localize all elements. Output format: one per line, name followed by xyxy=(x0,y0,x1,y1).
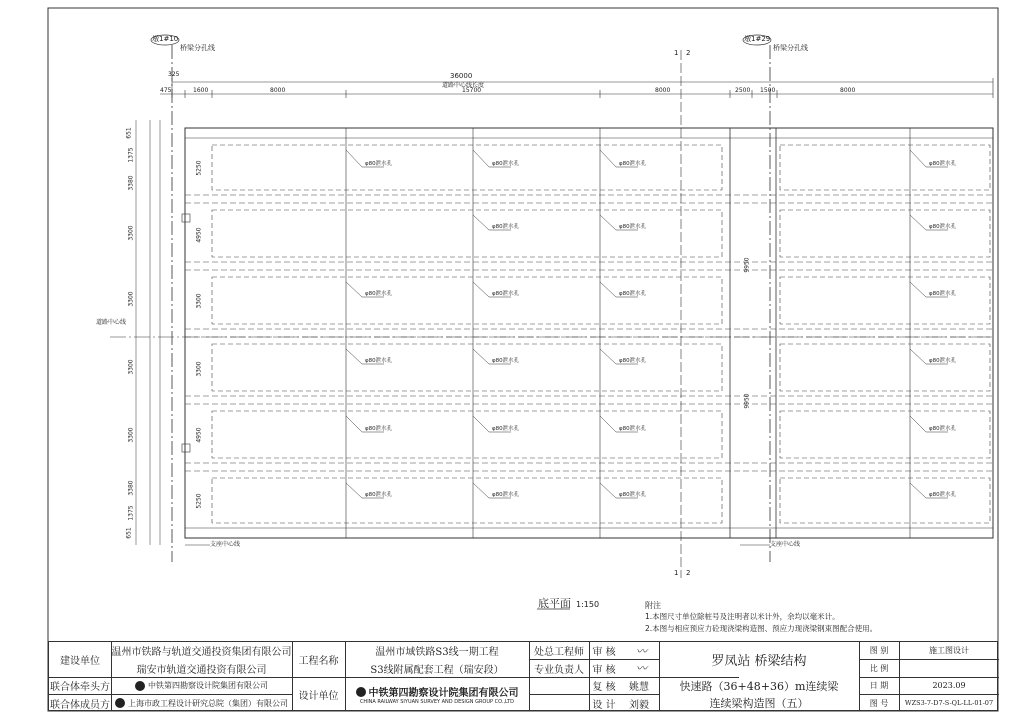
drain-label: φ80泄水孔 xyxy=(365,492,393,498)
dim-gap-a: 2500 xyxy=(735,87,751,94)
axis-left-tag: 墩1#10 xyxy=(152,35,179,43)
axis-right-label: 桥梁分孔线 xyxy=(773,44,808,52)
meta-value-3: WZS3-7-D7-S-QL-LL-01-07 xyxy=(904,699,994,707)
drain-label: φ80泄水孔 xyxy=(365,358,393,364)
section-mark-top-1: 1 xyxy=(674,49,679,57)
drain-label: φ80泄水孔 xyxy=(492,291,520,297)
drain-label: φ80泄水孔 xyxy=(619,358,647,364)
plan-title: 底平面 xyxy=(538,597,571,610)
meta-label-2: 日 期 xyxy=(869,681,889,690)
drain-label: φ80泄水孔 xyxy=(929,291,957,297)
drain-label: φ80泄水孔 xyxy=(619,161,647,167)
girder-outline xyxy=(185,128,993,538)
dim-gap-b: 1500 xyxy=(760,87,776,94)
bearing-marks xyxy=(182,214,190,452)
pier-diaphragm xyxy=(730,128,776,538)
drain-label: φ80泄水孔 xyxy=(365,161,393,167)
dim-seg1: 8000 xyxy=(270,87,286,94)
drain-label: φ80泄水孔 xyxy=(619,492,647,498)
vdim-5: 3300 xyxy=(127,359,135,375)
drain-label: φ80泄水孔 xyxy=(929,224,957,230)
vdim-1: 1375 xyxy=(127,147,135,163)
drain-label: φ80泄水孔 xyxy=(929,161,957,167)
role-label-2 xyxy=(529,677,589,694)
role-label-1: 专业负责人 xyxy=(534,664,584,676)
meta-value-1 xyxy=(899,659,999,677)
design-unit-label: 设计单位 xyxy=(298,691,339,702)
meta-label-3: 图 号 xyxy=(869,698,889,708)
vdim-6: 3300 xyxy=(127,427,135,443)
role-action-0: 审 核 xyxy=(592,647,616,658)
role-action-2: 复 核 xyxy=(592,682,616,693)
vdim-3: 3300 xyxy=(127,225,135,241)
notes-heading: 附注 xyxy=(645,601,661,610)
role-name-2: 姚慧 xyxy=(629,682,649,693)
meta-label-0: 图 别 xyxy=(869,646,889,655)
drawing-title-3: 连续梁构造图（五） xyxy=(709,697,809,710)
dim-seg3: 8000 xyxy=(655,87,671,94)
crsdi-logo-icon xyxy=(135,681,145,691)
ivdim-2: 3300 xyxy=(195,293,203,309)
drawing-title-2: 快速路（36+48+36）m连续梁 xyxy=(679,679,839,693)
drain-label: φ80泄水孔 xyxy=(929,358,957,364)
ivdim-5: 5250 xyxy=(195,493,203,509)
dim-left-c: 1600 xyxy=(193,87,209,94)
signature-1: 〰 xyxy=(636,662,647,675)
section-mark-bottom-2: 2 xyxy=(686,569,691,577)
mid-vdim-0: 9950 xyxy=(743,257,751,273)
drain-label: φ80泄水孔 xyxy=(619,426,647,432)
vdim-2: 3380 xyxy=(127,175,135,191)
signature-0: 〰 xyxy=(636,644,647,658)
role-action-3: 设 计 xyxy=(592,699,616,711)
ivdim-4: 4950 xyxy=(195,427,203,443)
vdim-9: 651 xyxy=(125,527,133,539)
construction-unit-label: 建设单位 xyxy=(60,656,100,667)
project-name-1: 温州市域铁路S3线一期工程 xyxy=(375,647,499,658)
axis-left-label: 桥梁分孔线 xyxy=(180,44,215,52)
top-dim-ticks xyxy=(172,78,993,98)
drain-label: φ80泄水孔 xyxy=(492,358,520,364)
dim-left-a: 325 xyxy=(168,71,180,78)
axis-right-tag: 墩1#29 xyxy=(744,35,771,43)
smedi-logo-icon xyxy=(115,698,125,708)
road-center-label: 道路中心线 xyxy=(96,319,127,326)
drain-label: φ80泄水孔 xyxy=(619,224,647,230)
drain-label: φ80泄水孔 xyxy=(492,161,520,167)
role-action-1: 审 核 xyxy=(592,664,616,676)
support-center-left: 支座中心线 xyxy=(210,541,241,548)
box-cells xyxy=(212,145,990,523)
drain-label: φ80泄水孔 xyxy=(492,224,520,230)
drain-label: φ80泄水孔 xyxy=(492,426,520,432)
vdim-7: 3380 xyxy=(127,480,135,496)
vdim-4: 3300 xyxy=(127,291,135,307)
drain-label: φ80泄水孔 xyxy=(929,426,957,432)
crsdi-logo-icon xyxy=(356,687,366,697)
dim-seg4: 8000 xyxy=(840,87,856,94)
drain-label: φ80泄水孔 xyxy=(492,492,520,498)
ivdim-3: 3300 xyxy=(195,361,203,377)
section-mark-top-2: 2 xyxy=(686,49,691,57)
design-unit-logo: 中铁第四勘察设计院集团有限公司 CHINA RAILWAY SIYUAN SURVEY AND DESIGN GROUP CO.,LTD xyxy=(345,677,529,712)
role-name-3: 刘毅 xyxy=(629,699,649,711)
dim-seg2: 15700 xyxy=(462,87,482,94)
construction-unit-1: 温州市铁路与轨道交通投资集团有限公司 xyxy=(111,647,292,658)
sheet-border xyxy=(48,8,998,711)
web-bands xyxy=(185,195,993,471)
note-item: 2.本图与相应预应力砼现浇梁构造图、预应力现浇梁钢束图配合使用。 xyxy=(645,624,878,633)
drain-label: φ80泄水孔 xyxy=(619,291,647,297)
construction-unit-2: 瑞安市轨道交通投资有限公司 xyxy=(136,664,267,676)
mid-vdim-1: 9950 xyxy=(743,393,751,409)
joint-party-label: 联合体牵头方 xyxy=(50,682,110,693)
meta-value-0: 施工图设计 xyxy=(929,646,969,655)
ivdim-0: 5250 xyxy=(195,160,203,176)
meta-value-2: 2023.09 xyxy=(932,681,966,690)
section-mark-bottom-1: 1 xyxy=(674,569,679,577)
drain-label: φ80泄水孔 xyxy=(929,492,957,498)
ivdim-1: 4950 xyxy=(195,227,203,243)
drain-label: φ80泄水孔 xyxy=(365,426,393,432)
drain-label: φ80泄水孔 xyxy=(365,291,393,297)
note-item: 1.本图尺寸单位除桩号及注明者以米计外，余均以毫米计。 xyxy=(645,612,840,621)
project-name-2: S3线附属配套工程（瑞安段） xyxy=(370,664,504,676)
meta-label-1: 比 例 xyxy=(869,663,889,673)
joint-member-label: 联合体成员方 xyxy=(50,699,110,711)
dim-total-label: 道路中心线长度 xyxy=(442,82,485,89)
dim-left-b: 475 xyxy=(160,87,172,94)
segment-lines xyxy=(346,128,910,538)
joint-member-logo: 上海市政工程设计研究总院（集团）有限公司 xyxy=(111,694,292,712)
plan-scale: 1:150 xyxy=(576,600,600,609)
support-center-right: 支座中心线 xyxy=(770,541,801,548)
vdim-0: 651 xyxy=(125,127,133,139)
joint-party-logo: 中铁第四勘察设计院集团有限公司 xyxy=(111,677,292,694)
drawing-title-1: 罗凤站 桥梁结构 xyxy=(711,654,807,669)
vdim-8: 1375 xyxy=(127,505,135,521)
role-label-0: 处总工程师 xyxy=(534,647,584,658)
project-name-label: 工程名称 xyxy=(298,656,339,667)
dim-total: 36000 xyxy=(450,72,473,80)
title-block xyxy=(48,641,998,711)
role-label-3 xyxy=(529,694,589,712)
